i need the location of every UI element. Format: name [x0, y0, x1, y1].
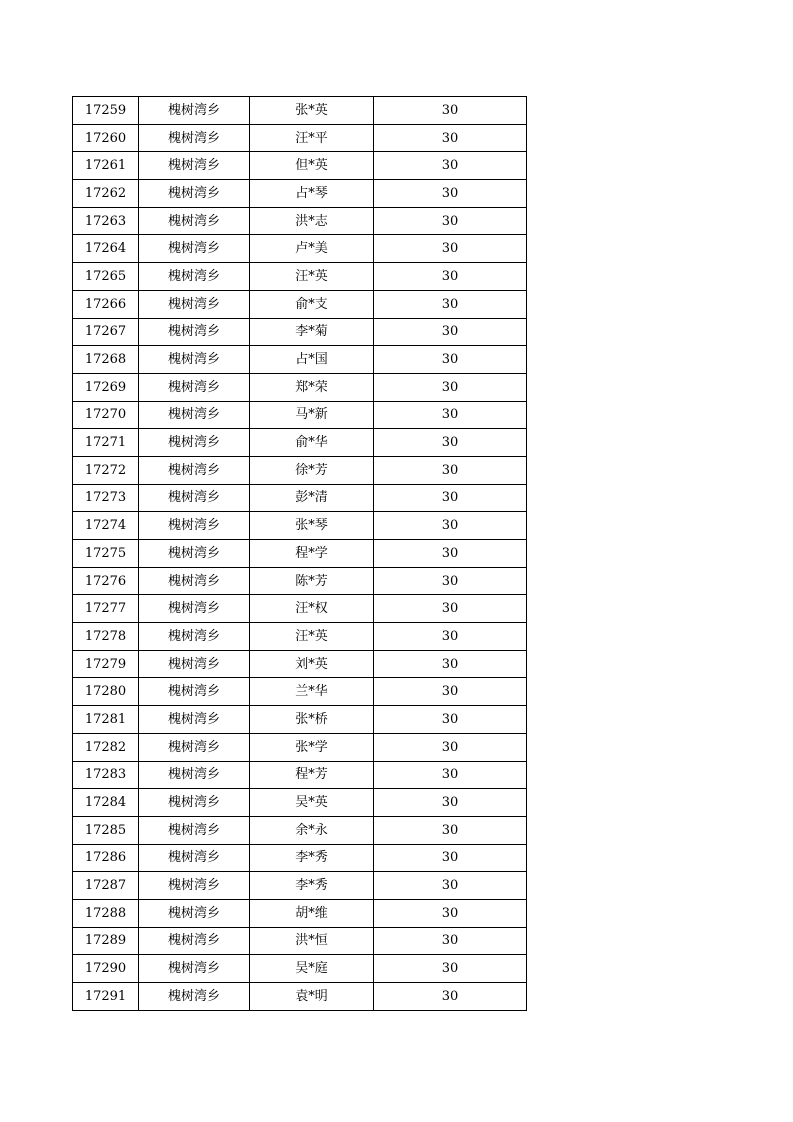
- table-row: [73, 484, 527, 512]
- name-cell: 袁*明: [250, 983, 374, 1011]
- amount-cell: 30: [374, 899, 527, 927]
- row-number-cell: 17274: [73, 512, 139, 540]
- amount-cell: 30: [374, 401, 527, 429]
- amount-cell: 30: [374, 97, 527, 125]
- name-cell: 程*学: [250, 540, 374, 568]
- table-row: [73, 540, 527, 568]
- table-row: [73, 595, 527, 623]
- row-number-cell: 17290: [73, 955, 139, 983]
- amount-cell: 30: [374, 706, 527, 734]
- amount-cell: 30: [374, 678, 527, 706]
- row-number-cell: 17263: [73, 207, 139, 235]
- row-number-cell: 17278: [73, 623, 139, 651]
- table-row: [73, 816, 527, 844]
- name-cell: 李*秀: [250, 844, 374, 872]
- name-cell: 兰*华: [250, 678, 374, 706]
- row-number-cell: 17268: [73, 346, 139, 374]
- township-cell: 槐树湾乡: [139, 318, 250, 346]
- row-number-cell: 17288: [73, 899, 139, 927]
- table-row: [73, 429, 527, 457]
- row-number-cell: 17289: [73, 927, 139, 955]
- township-cell: 槐树湾乡: [139, 983, 250, 1011]
- table-row: [73, 623, 527, 651]
- township-cell: 槐树湾乡: [139, 124, 250, 152]
- township-cell: 槐树湾乡: [139, 733, 250, 761]
- row-number-cell: 17260: [73, 124, 139, 152]
- recipient-table-body: [73, 97, 527, 1011]
- amount-cell: 30: [374, 623, 527, 651]
- amount-cell: 30: [374, 124, 527, 152]
- amount-cell: 30: [374, 650, 527, 678]
- amount-cell: 30: [374, 844, 527, 872]
- name-cell: 汪*平: [250, 124, 374, 152]
- amount-cell: 30: [374, 733, 527, 761]
- table-row: [73, 401, 527, 429]
- name-cell: 汪*权: [250, 595, 374, 623]
- table-row: [73, 761, 527, 789]
- row-number-cell: 17273: [73, 484, 139, 512]
- table-row: [73, 373, 527, 401]
- row-number-cell: 17277: [73, 595, 139, 623]
- row-number-cell: 17276: [73, 567, 139, 595]
- township-cell: 槐树湾乡: [139, 152, 250, 180]
- name-cell: 汪*英: [250, 263, 374, 291]
- amount-cell: 30: [374, 540, 527, 568]
- row-number-cell: 17272: [73, 456, 139, 484]
- amount-cell: 30: [374, 180, 527, 208]
- name-cell: 彭*清: [250, 484, 374, 512]
- township-cell: 槐树湾乡: [139, 678, 250, 706]
- table-row: [73, 124, 527, 152]
- table-row: [73, 872, 527, 900]
- row-number-cell: 17259: [73, 97, 139, 125]
- table-row: [73, 235, 527, 263]
- township-cell: 槐树湾乡: [139, 512, 250, 540]
- amount-cell: 30: [374, 927, 527, 955]
- township-cell: 槐树湾乡: [139, 346, 250, 374]
- amount-cell: 30: [374, 263, 527, 291]
- township-cell: 槐树湾乡: [139, 484, 250, 512]
- amount-cell: 30: [374, 595, 527, 623]
- name-cell: 张*桥: [250, 706, 374, 734]
- name-cell: 吴*庭: [250, 955, 374, 983]
- amount-cell: 30: [374, 207, 527, 235]
- row-number-cell: 17284: [73, 789, 139, 817]
- name-cell: 占*国: [250, 346, 374, 374]
- amount-cell: 30: [374, 484, 527, 512]
- row-number-cell: 17283: [73, 761, 139, 789]
- township-cell: 槐树湾乡: [139, 207, 250, 235]
- table-row: [73, 263, 527, 291]
- name-cell: 张*学: [250, 733, 374, 761]
- table-row: [73, 180, 527, 208]
- amount-cell: 30: [374, 789, 527, 817]
- township-cell: 槐树湾乡: [139, 97, 250, 125]
- table-row: [73, 789, 527, 817]
- name-cell: 程*芳: [250, 761, 374, 789]
- township-cell: 槐树湾乡: [139, 789, 250, 817]
- name-cell: 俞*华: [250, 429, 374, 457]
- name-cell: 马*新: [250, 401, 374, 429]
- name-cell: 俞*支: [250, 290, 374, 318]
- table-row: [73, 844, 527, 872]
- township-cell: 槐树湾乡: [139, 927, 250, 955]
- name-cell: 郑*荣: [250, 373, 374, 401]
- amount-cell: 30: [374, 983, 527, 1011]
- amount-cell: 30: [374, 152, 527, 180]
- table-row: [73, 706, 527, 734]
- township-cell: 槐树湾乡: [139, 595, 250, 623]
- township-cell: 槐树湾乡: [139, 706, 250, 734]
- amount-cell: 30: [374, 373, 527, 401]
- table-row: [73, 927, 527, 955]
- row-number-cell: 17280: [73, 678, 139, 706]
- table-row: [73, 207, 527, 235]
- amount-cell: 30: [374, 512, 527, 540]
- amount-cell: 30: [374, 567, 527, 595]
- amount-cell: 30: [374, 816, 527, 844]
- township-cell: 槐树湾乡: [139, 401, 250, 429]
- row-number-cell: 17287: [73, 872, 139, 900]
- row-number-cell: 17270: [73, 401, 139, 429]
- name-cell: 李*菊: [250, 318, 374, 346]
- table-row: [73, 899, 527, 927]
- name-cell: 余*永: [250, 816, 374, 844]
- name-cell: 洪*志: [250, 207, 374, 235]
- name-cell: 张*英: [250, 97, 374, 125]
- name-cell: 徐*芳: [250, 456, 374, 484]
- township-cell: 槐树湾乡: [139, 235, 250, 263]
- amount-cell: 30: [374, 456, 527, 484]
- township-cell: 槐树湾乡: [139, 456, 250, 484]
- row-number-cell: 17286: [73, 844, 139, 872]
- township-cell: 槐树湾乡: [139, 429, 250, 457]
- table-row: [73, 290, 527, 318]
- amount-cell: 30: [374, 318, 527, 346]
- township-cell: 槐树湾乡: [139, 899, 250, 927]
- township-cell: 槐树湾乡: [139, 761, 250, 789]
- table-row: [73, 733, 527, 761]
- table-row: [73, 97, 527, 125]
- table-row: [73, 346, 527, 374]
- name-cell: 占*琴: [250, 180, 374, 208]
- row-number-cell: 17291: [73, 983, 139, 1011]
- amount-cell: 30: [374, 955, 527, 983]
- row-number-cell: 17271: [73, 429, 139, 457]
- name-cell: 刘*英: [250, 650, 374, 678]
- township-cell: 槐树湾乡: [139, 816, 250, 844]
- row-number-cell: 17262: [73, 180, 139, 208]
- name-cell: 李*秀: [250, 872, 374, 900]
- township-cell: 槐树湾乡: [139, 180, 250, 208]
- amount-cell: 30: [374, 346, 527, 374]
- recipient-table: [72, 96, 527, 1011]
- amount-cell: 30: [374, 235, 527, 263]
- table-row: [73, 318, 527, 346]
- table-row: [73, 512, 527, 540]
- row-number-cell: 17264: [73, 235, 139, 263]
- township-cell: 槐树湾乡: [139, 290, 250, 318]
- township-cell: 槐树湾乡: [139, 567, 250, 595]
- row-number-cell: 17275: [73, 540, 139, 568]
- name-cell: 陈*芳: [250, 567, 374, 595]
- amount-cell: 30: [374, 290, 527, 318]
- name-cell: 洪*恒: [250, 927, 374, 955]
- township-cell: 槐树湾乡: [139, 872, 250, 900]
- row-number-cell: 17265: [73, 263, 139, 291]
- amount-cell: 30: [374, 429, 527, 457]
- township-cell: 槐树湾乡: [139, 540, 250, 568]
- row-number-cell: 17269: [73, 373, 139, 401]
- table-row: [73, 567, 527, 595]
- row-number-cell: 17285: [73, 816, 139, 844]
- table-row: [73, 955, 527, 983]
- row-number-cell: 17281: [73, 706, 139, 734]
- amount-cell: 30: [374, 872, 527, 900]
- row-number-cell: 17282: [73, 733, 139, 761]
- name-cell: 汪*英: [250, 623, 374, 651]
- table-row: [73, 650, 527, 678]
- township-cell: 槐树湾乡: [139, 623, 250, 651]
- row-number-cell: 17267: [73, 318, 139, 346]
- name-cell: 胡*维: [250, 899, 374, 927]
- amount-cell: 30: [374, 761, 527, 789]
- township-cell: 槐树湾乡: [139, 955, 250, 983]
- name-cell: 吴*英: [250, 789, 374, 817]
- table-row: [73, 983, 527, 1011]
- township-cell: 槐树湾乡: [139, 263, 250, 291]
- row-number-cell: 17266: [73, 290, 139, 318]
- name-cell: 张*琴: [250, 512, 374, 540]
- name-cell: 卢*美: [250, 235, 374, 263]
- township-cell: 槐树湾乡: [139, 844, 250, 872]
- table-row: [73, 456, 527, 484]
- name-cell: 但*英: [250, 152, 374, 180]
- table-row: [73, 152, 527, 180]
- township-cell: 槐树湾乡: [139, 373, 250, 401]
- row-number-cell: 17261: [73, 152, 139, 180]
- row-number-cell: 17279: [73, 650, 139, 678]
- township-cell: 槐树湾乡: [139, 650, 250, 678]
- table-row: [73, 678, 527, 706]
